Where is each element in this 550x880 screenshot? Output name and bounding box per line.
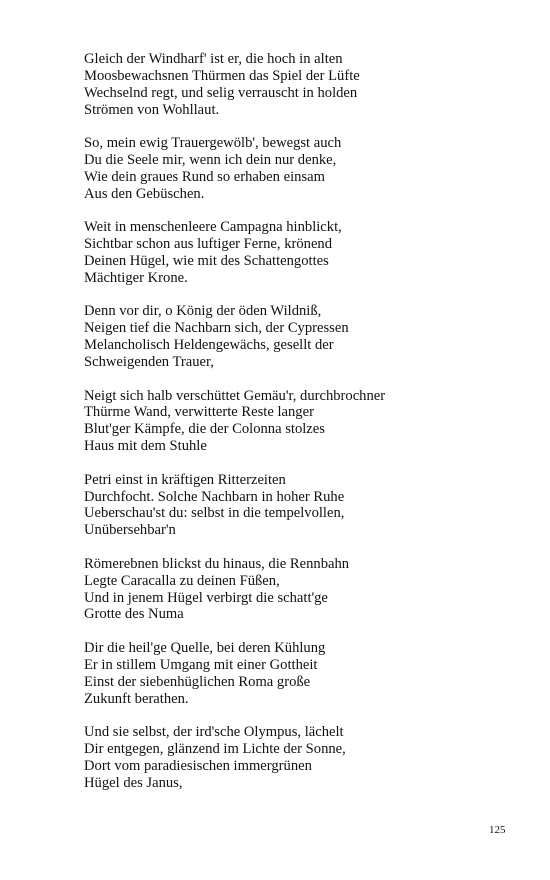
poem-line: Unübersehbar'n (84, 522, 176, 539)
poem-body (84, 51, 524, 808)
poem-line: Dir entgegen, glänzend im Lichte der Sonne, (84, 740, 346, 757)
stanza-9 (84, 724, 524, 792)
poem-line: Neigt sich halb verschüttet Gemäu'r, durchbrochner (84, 387, 386, 404)
stanza-6 (84, 472, 524, 540)
poem-line: Schweigenden Trauer, (84, 354, 214, 371)
poem-line: Dir die heil'ge Quelle, bei deren Kühlung (84, 639, 326, 656)
stanza-2 (84, 135, 524, 203)
stanza-4 (84, 303, 524, 371)
poem-line: Denn vor dir, o König der öden Wildniß, (84, 303, 322, 320)
poem-line: Deinen Hügel, wie mit des Schattengottes (84, 253, 329, 270)
stanza-3 (84, 219, 524, 287)
poem-line: Dort vom paradiesischen immergrünen (84, 757, 312, 774)
poem-line: Melancholisch Heldengewächs, gesellt der (84, 337, 334, 354)
poem-line: Petri einst in kräftigen Ritterzeiten (84, 471, 286, 488)
poem-line: Strömen von Wohllaut. (84, 101, 220, 118)
stanza-1 (84, 51, 524, 119)
poem-line: Blut'ger Kämpfe, die der Colonna stolzes (84, 421, 325, 438)
poem-line: Einst der siebenhüglichen Roma große (84, 673, 311, 690)
poem-line: Und in jenem Hügel verbirgt die schatt'ge (84, 589, 328, 606)
stanza-8 (84, 640, 524, 708)
poem-line: Er in stillem Umgang mit einer Gottheit (84, 656, 318, 673)
poem-line: Und sie selbst, der ird'sche Olympus, lächelt (84, 724, 344, 740)
poem-line: Wie dein graues Rund so erhaben einsam (84, 168, 325, 185)
stanza-5 (84, 388, 524, 456)
poem-line: Weit in menschenleere Campagna hinblickt, (84, 219, 342, 236)
poem-line: Mächtiger Krone. (84, 269, 188, 286)
poem-line: Ueberschau'st du: selbst in die tempelvollen, (84, 505, 345, 522)
poem-line: So, mein ewig Trauergewölb', bewegst auch (84, 135, 342, 152)
poem-line: Aus den Gebüschen. (84, 185, 205, 202)
poem-line: Haus mit dem Stuhle (84, 438, 207, 455)
poem-line: Wechselnd regt, und selig verrauscht in holden (84, 84, 358, 101)
poem-line: Durchfocht. Solche Nachbarn in hoher Ruhe (84, 488, 345, 505)
poem-line: Zukunft berathen. (84, 690, 189, 707)
poem-line: Hügel des Janus, (84, 774, 183, 791)
poem-line: Neigen tief die Nachbarn sich, der Cypressen (84, 320, 349, 337)
stanza-7 (84, 556, 524, 624)
poem-line: Römerebnen blickst du hinaus, die Rennbahn (84, 555, 350, 572)
poem-line: Legte Caracalla zu deinen Füßen, (84, 572, 280, 589)
page-number: 125 (489, 824, 506, 836)
poem-line: Du die Seele mir, wenn ich dein nur denke, (84, 152, 337, 169)
poem-line: Gleich der Windharf' ist er, die hoch in alten (84, 51, 343, 67)
poem-line: Sichtbar schon aus luftiger Ferne, krönend (84, 236, 333, 253)
poem-line: Grotte des Numa (84, 606, 184, 623)
poem-line: Thürme Wand, verwitterte Reste langer (84, 404, 314, 421)
poem-line: Moosbewachsnen Thürmen das Spiel der Lüfte (84, 67, 360, 84)
